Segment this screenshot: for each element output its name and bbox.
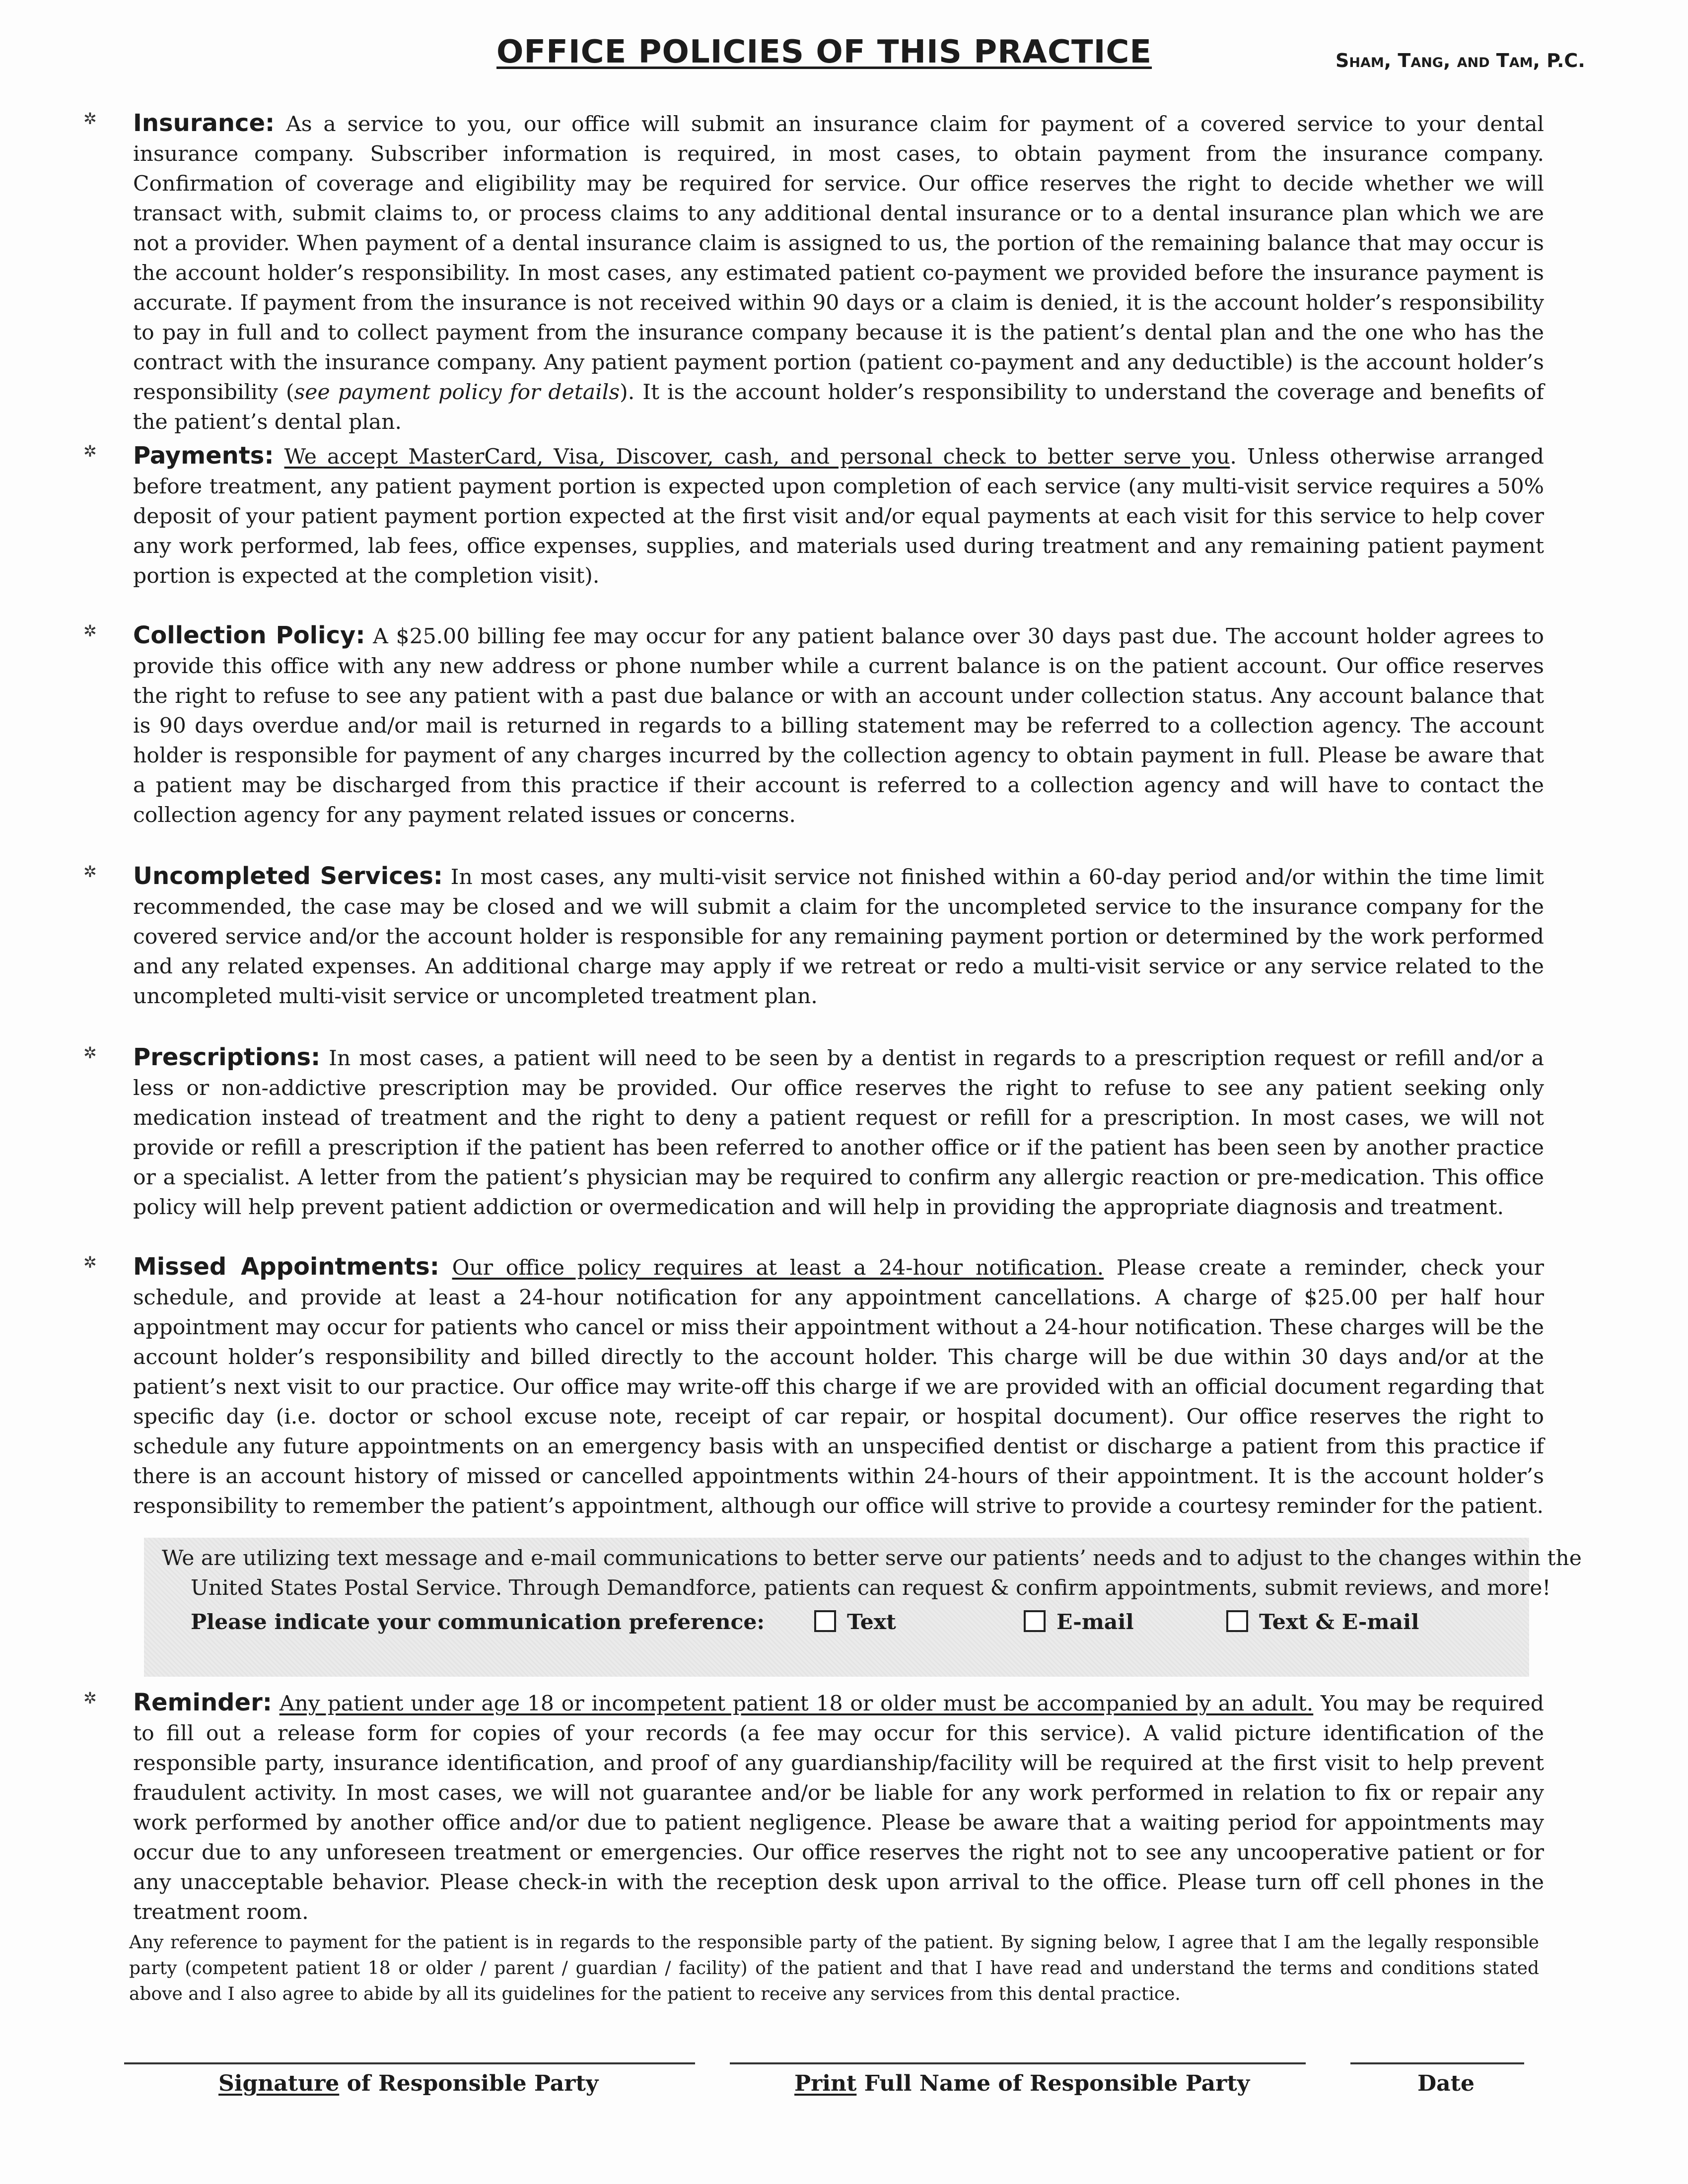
bullet-icon: ✲ [83,862,97,881]
policy-text: As a service to you, our office will submit an insurance claim for payment of a covered service to your dental insurance company. Subscriber information is required, in most cases, to obtain payment from the insurance company. Confirmation of coverage and eligibility may be required for service. Our office reserves the right to decide whether we will transact with, submit claims to, or process claims to any additional dental insurance or to a dental insurance plan which we are not a provider. When payment of a dental insurance claim is assigned to us, the portion of the remaining balance that may occur is the account holder’s responsibility. In most cases, any estimated patient co-payment we provided before the insurance payment is accurate. If payment from the insurance is not received within 90 days or a claim is denied, it is the account holder’s responsibility to pay in full and to collect payment from the insurance company because it is the patient’s dental plan and the one who has the contract with the insurance company. Any patient payment portion (patient co-payment and any deductible) is the account holder’s responsibility ( [133,112,1544,405]
email-checkbox[interactable] [1024,1610,1046,1632]
page-title: OFFICE POLICIES OF THIS PRACTICE [496,34,1152,70]
policy-heading: Reminder: [133,1689,272,1716]
bullet-icon: ✲ [83,621,97,640]
option-text[interactable] [814,1607,896,1637]
policy-text: In most cases, any multi-visit service not finished within a 60-day period and/or within the time limit recommended, the case may be closed and we will submit a claim for the uncompleted service to the insurance company for the covered service and/or the account holder is responsible for any remaining payment portion or determined by the work performed and any related expenses. An additional charge may apply if we retreat or redo a multi-visit service or any service related to the uncompleted multi-visit service or uncompleted treatment plan. [133,865,1545,1009]
policy-underlined-text: Any patient under age 18 or incompetent patient 18 or older must be accompanied by an adult. [279,1692,1314,1716]
policy-heading: Prescriptions: [133,1043,321,1071]
policy-uncompleted-services [83,861,1545,1012]
signature-label-rest: of Responsible Party [339,2071,599,2096]
firm-name: Sham, Tang, and Tam, P.C. [1336,50,1585,71]
signature-line[interactable] [124,2062,695,2064]
option-label: Text [847,1610,896,1635]
policy-text: Please create a reminder, check your schedule, and provide at least a 24-hour notification for any appointment cancellations. A charge of $25.00 per half hour appointment may occur for patients who cancel or miss their appointment without a 24-hour notification. These charges will be the account holder’s responsibility and billed directly to the account holder. This charge will be due within 30 days and/or at the patient’s next visit to our practice. Our office may write-off this charge if we are provided with an official document regarding that specific day (i.e. doctor or school excuse note, receipt of car repair, or hospital document). Our office reserves the right to schedule any future appointments on an emergency basis with an unspecified dentist or discharge a patient from this practice if there is an account history of missed or cancelled appointments within 24-hours of their appointment. It is the account holder’s responsibility to remember the patient’s appointment, although our office will strive to provide a courtesy reminder for the patient. [133,1256,1544,1518]
signature-label [218,2071,598,2096]
policy-heading: Payments: [133,442,274,470]
policy-text: You may be required to fill out a release form for copies of your records (a fee may occur for this service). A valid picture identification of the responsible party, insurance identification, and proof of any guardianship/facility will be required at the first visit to help prevent fraudulent activity. In most cases, we will not guarantee and/or be liable for any work performed in relation to fix or repair any work performed by another office and/or due to patient negligence. Please be aware that a waiting period for appointments may occur due to any unforeseen treatment or emergencies. Our office reserves the right not to see any uncooperative patient or for any unacceptable behavior. Please check-in with the reception desk upon arrival to the office. Please turn off cell phones in the treatment room. [133,1692,1545,1924]
agreement-text: Any reference to payment for the patient is in regards to the responsible party of the patient. By signing below, I agree that I am the legally responsible party (competent patient 18 or older / parent / guardian / facility) of the patient and that I have read and understand the terms and conditions stated above and I also agree to abide by all its guidelines for the patient to receive any services from this dental practice. [129,1932,1539,2004]
bullet-icon: ✲ [83,109,97,128]
policy-text: In most cases, a patient will need to be seen by a dentist in regards to a prescription request or refill and/or a less or non-addictive prescription may be provided. Our office reserves the right to refuse to see any patient seeking only medication instead of treatment and the right to deny a patient request or refill for a prescription. In most cases, we will not provide or refill a prescription if the patient has been referred to another office or if the patient has been seen by another practice or a specialist. A letter from the patient’s physician may be required to confirm any allergic reaction or pre-medication. This office policy will help prevent patient addiction or overmedication and will help in providing the appropriate diagnosis and treatment. [133,1046,1544,1220]
policy-missed-appointments [83,1252,1544,1521]
communication-text: We are utilizing text message and e-mail communications to better serve our patients’ needs and to adjust to the changes within the [162,1546,1582,1570]
policy-text: . Unless otherwise arranged before treatment, any patient payment portion is expected upon completion of each service (any multi-visit service requires a 50% deposit of your patient payment portion expected at the first visit and/or equal payments at each visit for this service to help cover any work performed, lab fees, office expenses, supplies, and materials used during treatment and any remaining patient payment portion is expected at the completion visit). [133,445,1544,588]
communication-text: United States Postal Service. Through Demandforce, patients can request & confirm appointments, submit reviews, and more! [191,1576,1551,1600]
policy-underlined-text: Our office policy requires at least a 24-hour notification. [452,1256,1104,1280]
bullet-icon: ✲ [83,442,97,461]
bullet-icon: ✲ [83,1043,97,1062]
print-label-underlined: Print [794,2071,857,2096]
option-label: E-mail [1056,1610,1134,1635]
policy-italic-text: see payment policy for details [294,380,620,405]
policy-payments [83,441,1544,591]
option-text-and-email[interactable] [1226,1607,1419,1637]
print-name-label [794,2071,1250,2096]
policy-heading: Collection Policy: [133,621,365,649]
policy-reminder [83,1688,1545,1927]
policy-heading: Missed Appointments: [133,1253,439,1281]
text-checkbox[interactable] [814,1610,836,1632]
date-line[interactable] [1350,2062,1524,2064]
policy-prescriptions [83,1042,1544,1223]
policy-heading: Uncompleted Services: [133,862,443,890]
signature-label-underlined: Signature [218,2071,340,2096]
policy-text: ). It is the account holder’s responsibility to understand the coverage and benefits of the patient’s dental plan. [133,380,1544,434]
policy-insurance [83,108,1544,437]
option-label: Text & E-mail [1259,1610,1419,1635]
policy-collection [83,620,1545,830]
policy-heading: Insurance: [133,109,275,137]
print-label-rest: Full Name of Responsible Party [856,2071,1250,2096]
policy-underlined-text: We accept MasterCard, Visa, Discover, cash, and personal check to better serve you [284,445,1230,469]
option-email[interactable] [1024,1607,1134,1637]
text-and-email-checkbox[interactable] [1226,1610,1248,1632]
communication-preference-box [144,1538,1582,1677]
bullet-icon: ✲ [83,1253,97,1272]
communication-prompt: Please indicate your communication preference: [191,1610,765,1635]
policy-text: A $25.00 billing fee may occur for any patient balance over 30 days past due. The account holder agrees to provide this office with any new address or phone number while a current balance is on the patient account. Our office reserves the right to refuse to see any patient with a past due balance or with an account under collection status. Any account balance that is 90 days overdue and/or mail is returned in regards to a billing statement may be referred to a collection agency. The account holder is responsible for payment of any charges incurred by the collection agency to obtain payment in full. Please be aware that a patient may be discharged from this practice if their account is referred to a collection agency and will have to contact the collection agency for any payment related issues or concerns. [133,624,1545,827]
print-name-line[interactable] [730,2062,1306,2064]
date-label: Date [1417,2071,1475,2096]
bullet-icon: ✲ [83,1689,97,1707]
